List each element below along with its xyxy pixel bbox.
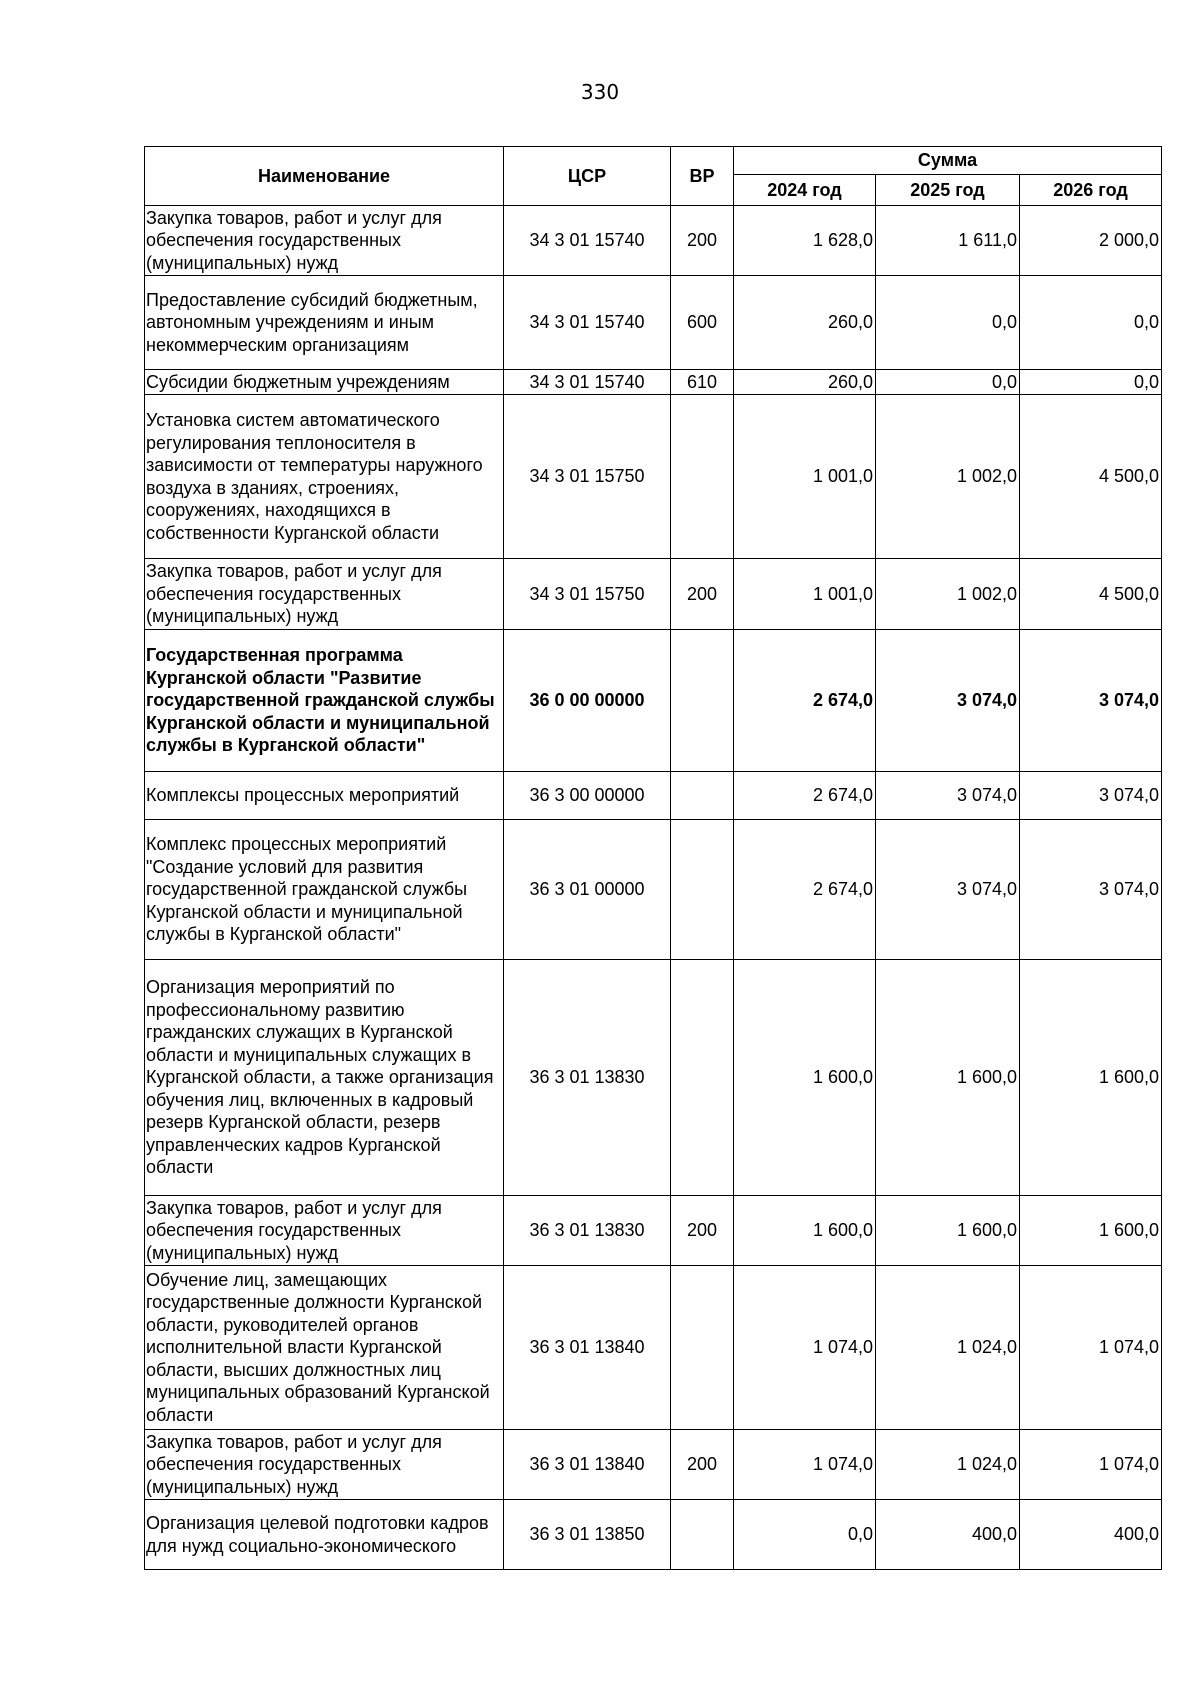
- row-vr: 200: [671, 206, 734, 276]
- row-sum-2025: 1 024,0: [876, 1430, 1020, 1500]
- table-row: [145, 630, 1162, 772]
- row-sum-2024: 260,0: [734, 276, 876, 370]
- row-sum-2024: 0,0: [734, 1500, 876, 1570]
- row-sum-2025: 1 611,0: [876, 206, 1020, 276]
- row-csr: 34 3 01 15740: [504, 276, 671, 370]
- row-sum-2025: 1 002,0: [876, 559, 1020, 630]
- row-name: Комплекс процессных мероприятий "Создание условий для развития государственной гражданской службы Курганской области и муниципальной службы в Курганской области": [145, 820, 504, 960]
- row-sum-2026: 4 500,0: [1020, 395, 1162, 559]
- table-row: [145, 206, 1162, 276]
- table-row: [145, 276, 1162, 370]
- row-vr: [671, 630, 734, 772]
- row-sum-2026: 3 074,0: [1020, 772, 1162, 820]
- row-vr: [671, 1266, 734, 1430]
- row-sum-2024: 1 600,0: [734, 960, 876, 1196]
- row-sum-2026: 1 074,0: [1020, 1266, 1162, 1430]
- row-vr: [671, 820, 734, 960]
- row-name: Предоставление субсидий бюджетным, автономным учреждениям и иным некоммерческим организациям: [145, 276, 504, 370]
- row-name: Комплексы процессных мероприятий: [145, 772, 504, 820]
- table-row: [145, 1196, 1162, 1266]
- row-csr: 36 3 01 00000: [504, 820, 671, 960]
- table-row: [145, 559, 1162, 630]
- row-sum-2024: 1 001,0: [734, 559, 876, 630]
- header-name: Наименование: [145, 147, 504, 206]
- row-sum-2025: 0,0: [876, 276, 1020, 370]
- row-sum-2026: 3 074,0: [1020, 820, 1162, 960]
- row-sum-2024: 2 674,0: [734, 820, 876, 960]
- header-sum: Сумма: [734, 147, 1162, 175]
- table-row: [145, 1500, 1162, 1570]
- row-sum-2025: 1 024,0: [876, 1266, 1020, 1430]
- row-sum-2025: 3 074,0: [876, 772, 1020, 820]
- row-name: Субсидии бюджетным учреждениям: [145, 370, 504, 395]
- row-sum-2026: 2 000,0: [1020, 206, 1162, 276]
- row-vr: 600: [671, 276, 734, 370]
- row-sum-2025: 1 600,0: [876, 960, 1020, 1196]
- row-csr: 36 3 01 13840: [504, 1430, 671, 1500]
- row-sum-2026: 3 074,0: [1020, 630, 1162, 772]
- row-vr: [671, 1500, 734, 1570]
- row-vr: 200: [671, 1196, 734, 1266]
- row-sum-2024: 2 674,0: [734, 772, 876, 820]
- row-csr: 36 3 01 13830: [504, 960, 671, 1196]
- row-sum-2025: 3 074,0: [876, 820, 1020, 960]
- row-sum-2026: 0,0: [1020, 370, 1162, 395]
- row-name: Организация мероприятий по профессиональному развитию гражданских служащих в Курганской области и муниципальных служащих в Курганской области, а также организация обучения лиц, включенных в кадровый резерв Курганской области, резерв управленческих кадров Курганской области: [145, 960, 504, 1196]
- table-row: [145, 395, 1162, 559]
- row-sum-2026: 0,0: [1020, 276, 1162, 370]
- header-year-2025: 2025 год: [876, 175, 1020, 206]
- row-name: Организация целевой подготовки кадров для нужд социально-экономического: [145, 1500, 504, 1570]
- header-year-2026: 2026 год: [1020, 175, 1162, 206]
- row-sum-2024: 2 674,0: [734, 630, 876, 772]
- row-sum-2026: 1 074,0: [1020, 1430, 1162, 1500]
- row-csr: 36 0 00 00000: [504, 630, 671, 772]
- row-sum-2024: 1 074,0: [734, 1266, 876, 1430]
- row-vr: [671, 395, 734, 559]
- row-csr: 34 3 01 15750: [504, 395, 671, 559]
- row-csr: 34 3 01 15740: [504, 370, 671, 395]
- table-row: [145, 1430, 1162, 1500]
- row-name: Государственная программа Курганской области "Развитие государственной гражданской службы Курганской области и муниципальной службы в Курганской области": [145, 630, 504, 772]
- row-name: Закупка товаров, работ и услуг для обеспечения государственных (муниципальных) нужд: [145, 206, 504, 276]
- row-vr: [671, 772, 734, 820]
- row-csr: 36 3 01 13850: [504, 1500, 671, 1570]
- row-sum-2025: 3 074,0: [876, 630, 1020, 772]
- row-csr: 36 3 01 13840: [504, 1266, 671, 1430]
- row-csr: 36 3 01 13830: [504, 1196, 671, 1266]
- row-name: Установка систем автоматического регулирования теплоносителя в зависимости от температуры наружного воздуха в зданиях, строениях, сооружениях, находящихся в собственности Курганской области: [145, 395, 504, 559]
- table-row: [145, 820, 1162, 960]
- row-sum-2024: 1 074,0: [734, 1430, 876, 1500]
- table-row: [145, 960, 1162, 1196]
- row-name: Закупка товаров, работ и услуг для обеспечения государственных (муниципальных) нужд: [145, 1430, 504, 1500]
- row-vr: 610: [671, 370, 734, 395]
- row-sum-2025: 400,0: [876, 1500, 1020, 1570]
- header-csr: ЦСР: [504, 147, 671, 206]
- row-sum-2025: 1 002,0: [876, 395, 1020, 559]
- row-sum-2025: 1 600,0: [876, 1196, 1020, 1266]
- table-row: [145, 370, 1162, 395]
- row-sum-2026: 1 600,0: [1020, 1196, 1162, 1266]
- row-csr: 34 3 01 15750: [504, 559, 671, 630]
- row-csr: 36 3 00 00000: [504, 772, 671, 820]
- table-row: [145, 1266, 1162, 1430]
- row-sum-2026: 1 600,0: [1020, 960, 1162, 1196]
- header-vr: ВР: [671, 147, 734, 206]
- row-name: Закупка товаров, работ и услуг для обеспечения государственных (муниципальных) нужд: [145, 559, 504, 630]
- row-vr: [671, 960, 734, 1196]
- table-row: [145, 772, 1162, 820]
- row-vr: 200: [671, 559, 734, 630]
- row-sum-2024: 1 600,0: [734, 1196, 876, 1266]
- row-sum-2025: 0,0: [876, 370, 1020, 395]
- header-year-2024: 2024 год: [734, 175, 876, 206]
- row-csr: 34 3 01 15740: [504, 206, 671, 276]
- row-vr: 200: [671, 1430, 734, 1500]
- row-name: Обучение лиц, замещающих государственные должности Курганской области, руководителей органов исполнительной власти Курганской области, высших должностных лиц муниципальных образований Курганской области: [145, 1266, 504, 1430]
- row-sum-2026: 4 500,0: [1020, 559, 1162, 630]
- page-number: 330: [580, 80, 620, 104]
- row-sum-2024: 260,0: [734, 370, 876, 395]
- row-sum-2024: 1 001,0: [734, 395, 876, 559]
- row-name: Закупка товаров, работ и услуг для обеспечения государственных (муниципальных) нужд: [145, 1196, 504, 1266]
- row-sum-2024: 1 628,0: [734, 206, 876, 276]
- budget-table: [144, 146, 1162, 1570]
- row-sum-2026: 400,0: [1020, 1500, 1162, 1570]
